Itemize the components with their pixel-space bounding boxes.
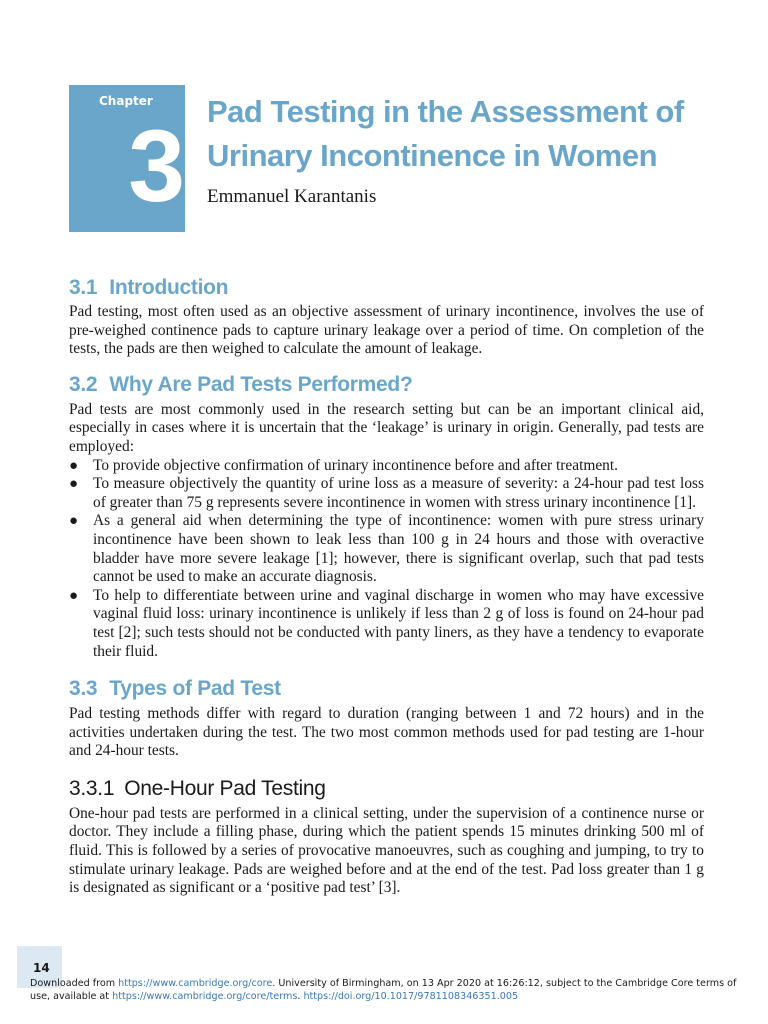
chapter-label: Chapter (99, 94, 153, 108)
cambridge-terms-link[interactable]: https://www.cambridge.org/core/terms (112, 991, 298, 1002)
reasons-list (69, 457, 704, 662)
cambridge-core-link[interactable]: https://www.cambridge.org/core (118, 978, 273, 989)
section-heading-introduction (69, 274, 704, 302)
why-paragraph: Pad tests are most commonly used in the research setting but can be an important clinical aid, especially in cases where it is uncertain that the ‘leakage’ is urinary in origin. Generally, pad tests are employed: (69, 400, 704, 455)
list-item (69, 587, 704, 661)
footer-text: . (297, 991, 304, 1002)
introduction-paragraph: Pad testing, most often used as an objective assessment of urinary incontinence, involves the use of pre-weighed continence pads to capture urinary leakage over a period of time. On completion of the tests, the pads are then weighed to calculate the amount of leakage. (69, 303, 704, 358)
bullet-icon: ● (69, 476, 79, 493)
chapter-badge (69, 85, 185, 232)
list-item-text: To provide objective confirmation of urinary incontinence before and after treatment. (93, 456, 618, 474)
list-item (69, 512, 704, 586)
doi-link[interactable]: https://doi.org/10.1017/9781108346351.005 (303, 991, 519, 1002)
bullet-icon: ● (69, 513, 79, 530)
list-item-text: To measure objectively the quantity of urine loss as a measure of severity: a 24-hour pad test loss of greater than 75 g represents severe incontinence in women with stress urinary incontinence [1]. (93, 475, 704, 511)
subsection-heading-one-hour-pad-testing (69, 775, 704, 803)
chapter-title: Pad Testing in the Assessment of Urinary Incontinence in Women (207, 94, 684, 173)
list-item-text: To help to differentiate between urine and vaginal discharge in women who may have excessive vaginal fluid loss: urinary incontinence is unlikely if less than 2 g of loss is found on 24-hour pad test [2]; such tests should not be conducted with panty liners, as they have a tendency to evaporate their fluid. (93, 586, 704, 660)
download-footer (30, 977, 752, 1003)
section-heading-types-of-pad-test (69, 675, 704, 703)
one-hour-paragraph: One-hour pad tests are performed in a clinical setting, under the supervision of a continence nurse or doctor. They include a filling phase, during which the patient spends 15 minutes drinking 500 ml of fluid. This is followed by a series of provocative manoeuvres, such as coughing and jumping, to try to stimulate urinary leakage. Pads are weighed before and at the end of the test. Pad loss greater than 1 g is designated as significant or a ‘positive pad test’ [3]. (69, 804, 704, 897)
subsection-number: 3.3.1 (69, 776, 115, 800)
page-number: 14 (33, 961, 50, 975)
bullet-icon: ● (69, 587, 79, 604)
author-name: Emmanuel Karantanis (207, 186, 377, 207)
list-item (69, 475, 704, 512)
section-number: 3.1 (69, 276, 98, 299)
bullet-icon: ● (69, 457, 79, 474)
list-item (69, 457, 704, 476)
section-title: Introduction (109, 276, 229, 299)
section-heading-why-pad-tests (69, 371, 704, 399)
footer-text: Downloaded from (30, 978, 119, 989)
section-number: 3.3 (69, 677, 98, 701)
subsection-title: One-Hour Pad Testing (124, 776, 326, 800)
section-title: Types of Pad Test (109, 677, 281, 701)
main-content (69, 274, 704, 898)
types-paragraph: Pad testing methods differ with regard to duration (ranging between 1 and 72 hours) and in the activities undertaken during the test. The two most common methods used for pad testing are 1-hour and 24-hour tests. (69, 705, 704, 760)
list-item-text: As a general aid when determining the type of incontinence: women with pure stress urinary incontinence have been shown to leak less than 100 g in 24 hours and those with overactive bladder have more severe leakage [1]; however, there is significant overlap, such that pad tests cannot be used to make an accurate diagnosis. (93, 512, 704, 586)
section-title: Why Are Pad Tests Performed? (109, 372, 413, 396)
section-number: 3.2 (69, 372, 98, 396)
chapter-number: 3 (128, 109, 185, 223)
footer-text: . University of Birmingham, on 13 Apr 2020 at 16:26:12, subject to the Cambridge Core terms of use, available at (30, 978, 737, 1002)
